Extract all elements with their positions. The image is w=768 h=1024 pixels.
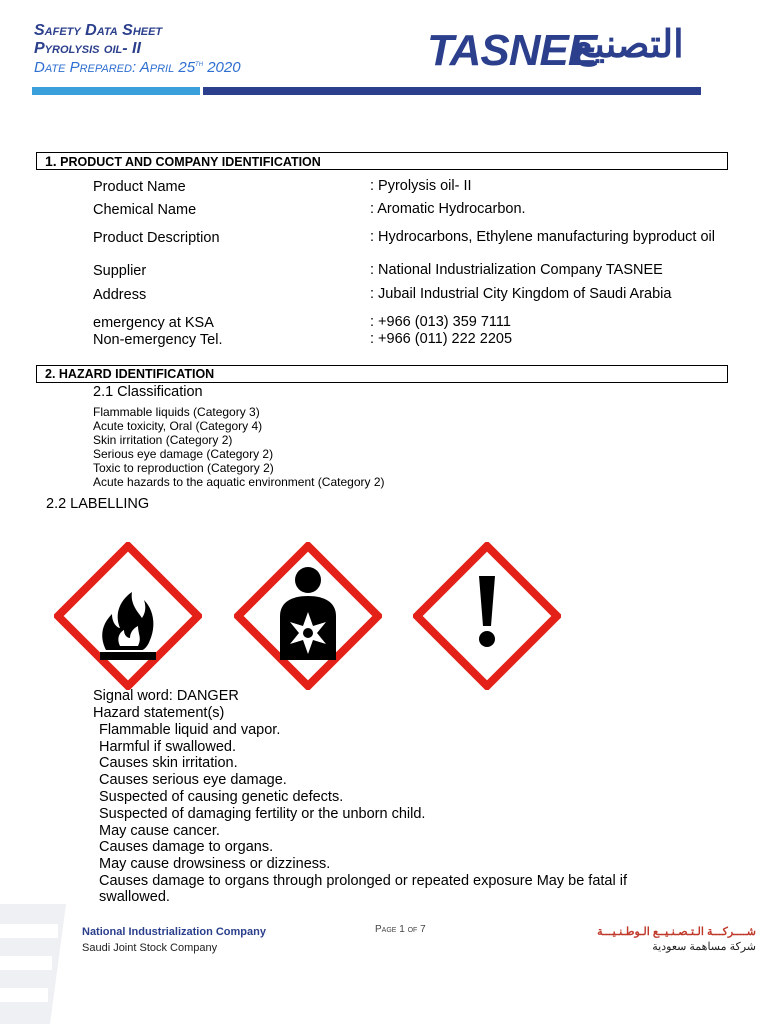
classification-item: Serious eye damage (Category 2) xyxy=(93,447,274,461)
tasnee-logo-text: TASNEE xyxy=(427,26,597,75)
sheet-title: Safety Data Sheet xyxy=(34,22,163,39)
footer-arabic-company: شــــركـــة الـتـصـنـيــع الـوطـنـيـــة xyxy=(597,926,756,938)
label-address: Address xyxy=(93,287,147,303)
hazard-statement: May cause drowsiness or dizziness. xyxy=(99,856,331,872)
date-suffix: th xyxy=(195,58,204,68)
label-chemical-name: Chemical Name xyxy=(93,202,197,218)
date-year: 2020 xyxy=(203,59,241,76)
page-number: Page 1 of 7 xyxy=(375,924,426,935)
header-accent-bar xyxy=(32,87,200,95)
classification-title: 2.1 Classification xyxy=(93,384,203,400)
signal-word: Signal word: DANGER xyxy=(93,688,239,704)
hazard-statement: Causes skin irritation. xyxy=(99,755,238,771)
tasnee-logo-arabic: التصنيع xyxy=(574,24,684,66)
classification-item: Toxic to reproduction (Category 2) xyxy=(93,461,274,475)
classification-item: Skin irritation (Category 2) xyxy=(93,433,233,447)
value-supplier: : National Industrialization Company TASNEE xyxy=(370,262,663,278)
date-prefix: Date Prepared: April 25 xyxy=(34,59,196,76)
exclamation-icon xyxy=(413,542,561,690)
label-product-description: Product Description xyxy=(93,230,220,246)
value-non-emergency: : +966 (011) 222 2205 xyxy=(370,331,513,347)
section1-text: PRODUCT AND COMPANY IDENTIFICATION xyxy=(56,155,321,169)
date-prepared xyxy=(34,58,241,76)
classification-item: Flammable liquids (Category 3) xyxy=(93,405,260,419)
hazard-statement: Causes damage to organs. xyxy=(99,839,274,855)
value-address: : Jubail Industrial City Kingdom of Saudi Arabia xyxy=(370,286,672,302)
classification-item: Acute hazards to the aquatic environment (Category 2) xyxy=(93,475,385,489)
section1-num: 1. xyxy=(45,153,57,169)
hazard-statement: Causes damage to organs through prolonged or repeated exposure May be fatal if swallowed. xyxy=(99,873,627,905)
value-emergency: : +966 (013) 359 7111 xyxy=(370,314,511,330)
value-chemical-name: : Aromatic Hydrocarbon. xyxy=(370,201,526,217)
hazard-statement: Suspected of damaging fertility or the unborn child. xyxy=(99,806,426,822)
footer-company-type: Saudi Joint Stock Company xyxy=(82,942,218,954)
classification-item: Acute toxicity, Oral (Category 4) xyxy=(93,419,263,433)
label-product-name: Product Name xyxy=(93,179,186,195)
health-hazard-icon xyxy=(234,542,382,690)
header-brand-bar xyxy=(203,87,701,95)
footer-arabic-type: شركة مساهمة سعودية xyxy=(652,941,756,953)
value-product-description: : Hydrocarbons, Ethylene manufacturing byproduct oil xyxy=(370,229,715,245)
hazard-statement: Causes serious eye damage. xyxy=(99,772,287,788)
section1-heading xyxy=(36,152,728,170)
labelling-title: 2.2 LABELLING xyxy=(46,496,150,512)
label-non-emergency: Non-emergency Tel. xyxy=(93,332,223,348)
hazard-statement: Harmful if swallowed. xyxy=(99,739,236,755)
section2-heading: 2. HAZARD IDENTIFICATION xyxy=(36,365,728,383)
label-supplier: Supplier xyxy=(93,263,147,279)
footer-company: National Industrialization Company xyxy=(82,926,266,938)
hazard-statements-title: Hazard statement(s) xyxy=(93,705,225,721)
hazard-statement: May cause cancer. xyxy=(99,823,220,839)
tasnee-watermark-logo xyxy=(0,904,72,1024)
label-emergency: emergency at KSA xyxy=(93,315,214,331)
hazard-statement: Suspected of causing genetic defects. xyxy=(99,789,344,805)
flame-icon xyxy=(54,542,202,690)
hazard-statement: Flammable liquid and vapor. xyxy=(99,722,281,738)
value-product-name: : Pyrolysis oil- II xyxy=(370,178,472,194)
product-title: Pyrolysis oil- II xyxy=(34,40,141,57)
